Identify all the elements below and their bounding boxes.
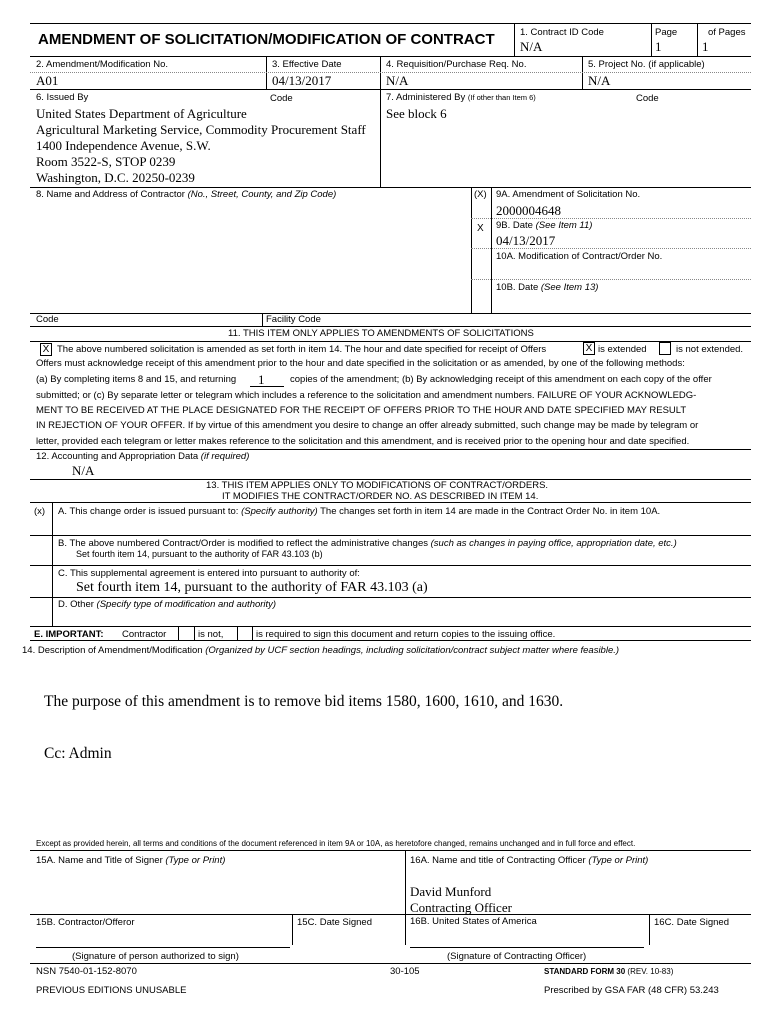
important-contractor: Contractor [122, 629, 167, 640]
issued-by-label: 6. Issued By [36, 92, 89, 103]
issued-by-line-2: Agricultural Marketing Service, Commodity Procurement Staff [36, 122, 366, 137]
issued-by-line-1: United States Department of Agriculture [36, 106, 247, 121]
item-11-line-5: MENT TO BE RECEIVED AT THE PLACE DESIGNATED FOR THE RECEIPT OF OFFERS PRIOR TO THE HOUR AND DATE SPECIFIED MAY RESULT [36, 405, 687, 416]
important-label: E. IMPORTANT: [34, 629, 104, 640]
item-13-b-line-2: Set fourth item 14, pursuant to the authority of FAR 43.103 (b) [76, 549, 323, 559]
item-10a-label: 10A. Modification of Contract/Order No. [496, 251, 663, 262]
project-no-label: 5. Project No. (if applicable) [588, 59, 705, 70]
form-number: 30-105 [390, 966, 420, 977]
item-11-line-3a: (a) By completing items 8 and 15, and returning [36, 374, 237, 385]
item-11-line-2: Offers must acknowledge receipt of this amendment prior to the hour and date specified in the solicitation or as amended, by one of the following methods: [36, 358, 685, 369]
item-11-heading: 11. THIS ITEM ONLY APPLIES TO AMENDMENTS OF SOLICITATIONS [228, 328, 534, 339]
item-11-not-extended-checkbox[interactable] [659, 342, 671, 355]
important-required-text: is required to sign this document and return copies to the issuing office. [256, 629, 556, 640]
usa-label: 16B. United States of America [410, 916, 537, 927]
item-14-body: The purpose of this amendment is to remove bid items 1580, 1600, 1610, and 1630. [44, 693, 564, 710]
important-is-not: is not, [198, 629, 224, 640]
item-12-label: 12. Accounting and Appropriation Data (if required) [36, 451, 250, 462]
nsn-number: NSN 7540-01-152-8070 [36, 966, 137, 977]
administered-code-label: Code [636, 93, 659, 104]
contract-id-label: 1. Contract ID Code [520, 27, 604, 38]
standard-form-label: STANDARD FORM 30 (REV. 10-83) [544, 967, 674, 976]
officer-title-value: Contracting Officer [410, 900, 512, 915]
administered-by-value: See block 6 [386, 106, 447, 121]
item-13-d-text: D. Other (Specify type of modification and authority) [58, 599, 277, 610]
item-11-line-7: letter, provided each telegram or letter makes reference to the solicitation and this amendment, and is received prior to the opening hour and date specified. [36, 436, 690, 447]
item-11-line-1: The above numbered solicitation is amended as set forth in item 14. The hour and date specified for receipt of Offers [57, 344, 547, 355]
effective-date-value: 04/13/2017 [272, 73, 332, 88]
item-11-amended-checkbox[interactable]: X [40, 343, 52, 356]
facility-code-label: Facility Code [266, 314, 321, 325]
item-14-cc: Cc: Admin [44, 745, 112, 762]
contract-id-value: N/A [520, 39, 543, 54]
item-11-extended-checkbox[interactable]: X [583, 342, 595, 355]
issued-by-line-3: 1400 Independence Avenue, S.W. [36, 138, 211, 153]
item-13-c-value: Set fourth item 14, pursuant to the authority of FAR 43.103 (a) [76, 580, 428, 595]
administered-by-label: 7. Administered By (If other than Item 6) [386, 92, 536, 103]
item-11-not-extended-label: is not extended. [676, 344, 744, 355]
item-11-line-6: IN REJECTION OF YOUR OFFER. If by virtue of this amendment you desire to change an offer already submitted, such change may be made by telegram or [36, 420, 699, 431]
item-11-extended-label: is extended [598, 344, 647, 355]
item-11-line-3b: copies of the amendment; (b) By acknowledging receipt of this amendment on each copy of the offer [290, 374, 712, 385]
item-10b-label: 10B. Date (See Item 13) [496, 282, 599, 293]
item-12-value: N/A [72, 463, 95, 478]
contractor-offeror-label: 15B. Contractor/Offeror [36, 917, 135, 928]
issued-by-line-5: Washington, D.C. 20250-0239 [36, 170, 195, 185]
contractor-code-label: Code [36, 314, 59, 325]
item-13-a-text: A. This change order is issued pursuant to: (Specify authority) The changes set forth in item 14 are made in the Contract Order No. in item 10A. [58, 506, 661, 517]
item-14-label: 14. Description of Amendment/Modification (Organized by UCF section headings, including solicitation/contract subject matter where feasible.) [22, 645, 620, 656]
date-signed-15c: 15C. Date Signed [297, 917, 372, 928]
of-pages-value: 1 [702, 39, 709, 54]
x-column-header: (X) [474, 189, 487, 200]
item-9b-value: 04/13/2017 [496, 233, 556, 248]
amendment-no-value: A01 [36, 73, 59, 88]
item-13-x-header: (x) [34, 506, 46, 517]
page-label: Page [655, 27, 678, 38]
date-signed-16c: 16C. Date Signed [654, 917, 729, 928]
form-title: AMENDMENT OF SOLICITATION/MODIFICATION OF CONTRACT [38, 31, 495, 48]
officer-name-label: 16A. Name and title of Contracting Officer (Type or Print) [410, 855, 649, 866]
project-no-value: N/A [588, 73, 611, 88]
except-text: Except as provided herein, all terms and conditions of the document referenced in item 9A or 10A, as heretofore changed, remains unchanged and in full force and effect. [36, 839, 636, 848]
requisition-value: N/A [386, 73, 409, 88]
signature-person-caption: (Signature of person authorized to sign) [72, 951, 239, 962]
page-value: 1 [655, 39, 662, 54]
signer-name-label: 15A. Name and Title of Signer (Type or Print) [36, 855, 226, 866]
amendment-no-label: 2. Amendment/Modification No. [36, 59, 169, 70]
previous-editions: PREVIOUS EDITIONS UNUSABLE [36, 985, 187, 996]
item-11-copies-value: 1 [258, 372, 265, 387]
prescribed-by: Prescribed by GSA FAR (48 CFR) 53.243 [544, 985, 719, 996]
of-pages-label: of Pages [708, 27, 746, 38]
contractor-address-label: 8. Name and Address of Contractor (No., Street, County, and Zip Code) [36, 189, 337, 200]
item-13-c-text: C. This supplemental agreement is entered into pursuant to authority of: [58, 568, 360, 579]
effective-date-label: 3. Effective Date [272, 59, 342, 70]
item-11-line-4: submitted; or (c) By separate letter or telegram which includes a reference to the solicitation and amendment numbers. FAILURE OF YOUR ACKNOWLEDG- [36, 390, 697, 401]
item-9b-mark: X [477, 223, 484, 234]
item-9b-label: 9B. Date (See Item 11) [496, 220, 593, 231]
item-13-heading-1: 13. THIS ITEM APPLIES ONLY TO MODIFICATIONS OF CONTRACT/ORDERS. [206, 480, 549, 491]
requisition-label: 4. Requisition/Purchase Req. No. [386, 59, 527, 70]
issued-by-line-4: Room 3522-S, STOP 0239 [36, 154, 176, 169]
item-9a-label: 9A. Amendment of Solicitation No. [496, 189, 641, 200]
item-13-b-text: B. The above numbered Contract/Order is modified to reflect the administrative changes (such as changes in paying office, appropriation date, etc.) [58, 538, 677, 549]
item-9a-value: 2000004648 [496, 203, 561, 218]
issued-code-label: Code [270, 93, 293, 104]
signature-officer-caption: (Signature of Contracting Officer) [447, 951, 587, 962]
officer-name-value: David Munford [410, 884, 492, 899]
item-13-heading-2: IT MODIFIES THE CONTRACT/ORDER NO. AS DESCRIBED IN ITEM 14. [222, 491, 539, 502]
